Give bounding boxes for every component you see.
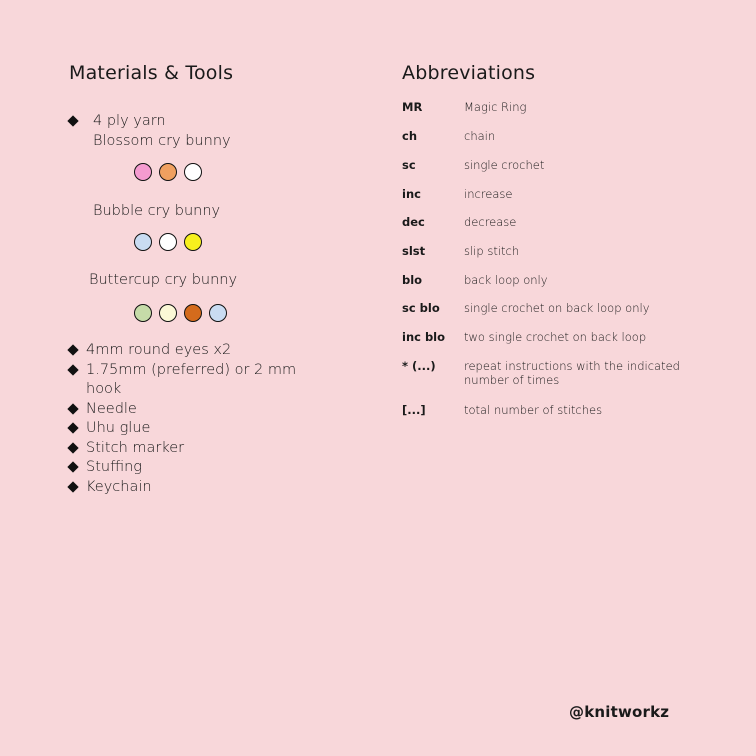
diamond-bullet-icon (67, 115, 78, 126)
yarn-color-swatch (184, 304, 202, 322)
abbreviation-key: * (...) (402, 359, 436, 373)
tool-label: 4mm round eyes x2 (86, 342, 232, 358)
diamond-bullet-icon (67, 364, 78, 375)
tool-label: Stitch marker (86, 439, 185, 456)
abbreviation-key: blo (402, 273, 423, 287)
yarn-color-swatch (184, 163, 202, 181)
abbreviation-meaning: two single crochet on back loop (464, 330, 647, 344)
tool-item (69, 341, 309, 361)
yarn-label: 4 ply yarn (93, 113, 166, 129)
abbreviations-title: Abbreviations (402, 62, 536, 84)
diamond-bullet-icon (67, 442, 78, 453)
abbreviation-meaning: decrease (464, 215, 517, 229)
tool-item (69, 419, 309, 439)
bubble-color-swatches (134, 233, 202, 251)
tool-label: 1.75mm (preferred) or 2 mm hook (86, 361, 297, 397)
abbreviation-meaning: single crochet (464, 158, 545, 172)
variant-bubble-label: Bubble cry bunny (93, 203, 221, 219)
tool-item (69, 478, 309, 498)
abbreviation-meaning: slip stitch (464, 244, 520, 258)
abbreviation-meaning: chain (464, 129, 496, 143)
tool-item (69, 458, 309, 478)
diamond-bullet-icon (67, 422, 78, 433)
tools-list (69, 341, 309, 497)
abbreviation-meaning: total number of stitches (464, 403, 603, 417)
abbreviation-key: dec (402, 215, 425, 229)
social-handle: @knitworkz (569, 703, 670, 721)
yarn-color-swatch (134, 304, 152, 322)
abbreviation-meaning: increase (464, 187, 513, 201)
yarn-color-swatch (159, 304, 177, 322)
abbreviation-key: MR (402, 100, 423, 114)
buttercup-color-swatches (134, 304, 227, 322)
diamond-bullet-icon (67, 481, 78, 492)
diamond-bullet-icon (67, 461, 78, 472)
variant-blossom-label: Blossom cry bunny (93, 133, 231, 149)
variant-buttercup-label: Buttercup cry bunny (89, 272, 238, 288)
abbreviation-meaning: repeat instructions with the indicated number of times (464, 359, 680, 387)
tool-item (69, 439, 309, 459)
yarn-color-swatch (134, 233, 152, 251)
blossom-color-swatches (134, 163, 202, 181)
tool-label: Uhu glue (86, 420, 151, 436)
tool-label: Keychain (86, 478, 152, 495)
materials-title: Materials & Tools (69, 62, 234, 84)
tool-item (69, 361, 309, 400)
abbreviation-key: sc (402, 158, 416, 172)
yarn-color-swatch (184, 233, 202, 251)
abbreviation-meaning: back loop only (464, 273, 548, 287)
tool-label: Needle (86, 400, 137, 417)
abbreviation-key: sc blo (402, 301, 440, 315)
abbreviation-key: slst (402, 244, 426, 258)
diamond-bullet-icon (67, 403, 78, 414)
abbreviation-key: inc blo (402, 330, 446, 344)
abbreviation-meaning: single crochet on back loop only (464, 301, 650, 315)
diamond-bullet-icon (67, 344, 78, 355)
tool-item (69, 400, 309, 420)
abbreviation-key: inc (402, 187, 421, 201)
yarn-color-swatch (209, 304, 227, 322)
abbreviation-key: ch (402, 129, 418, 143)
yarn-color-swatch (159, 163, 177, 181)
yarn-color-swatch (159, 233, 177, 251)
abbreviation-meaning: Magic Ring (464, 100, 527, 114)
tool-label: Stuffing (86, 459, 142, 475)
abbreviation-key: [...] (402, 403, 426, 417)
yarn-color-swatch (134, 163, 152, 181)
